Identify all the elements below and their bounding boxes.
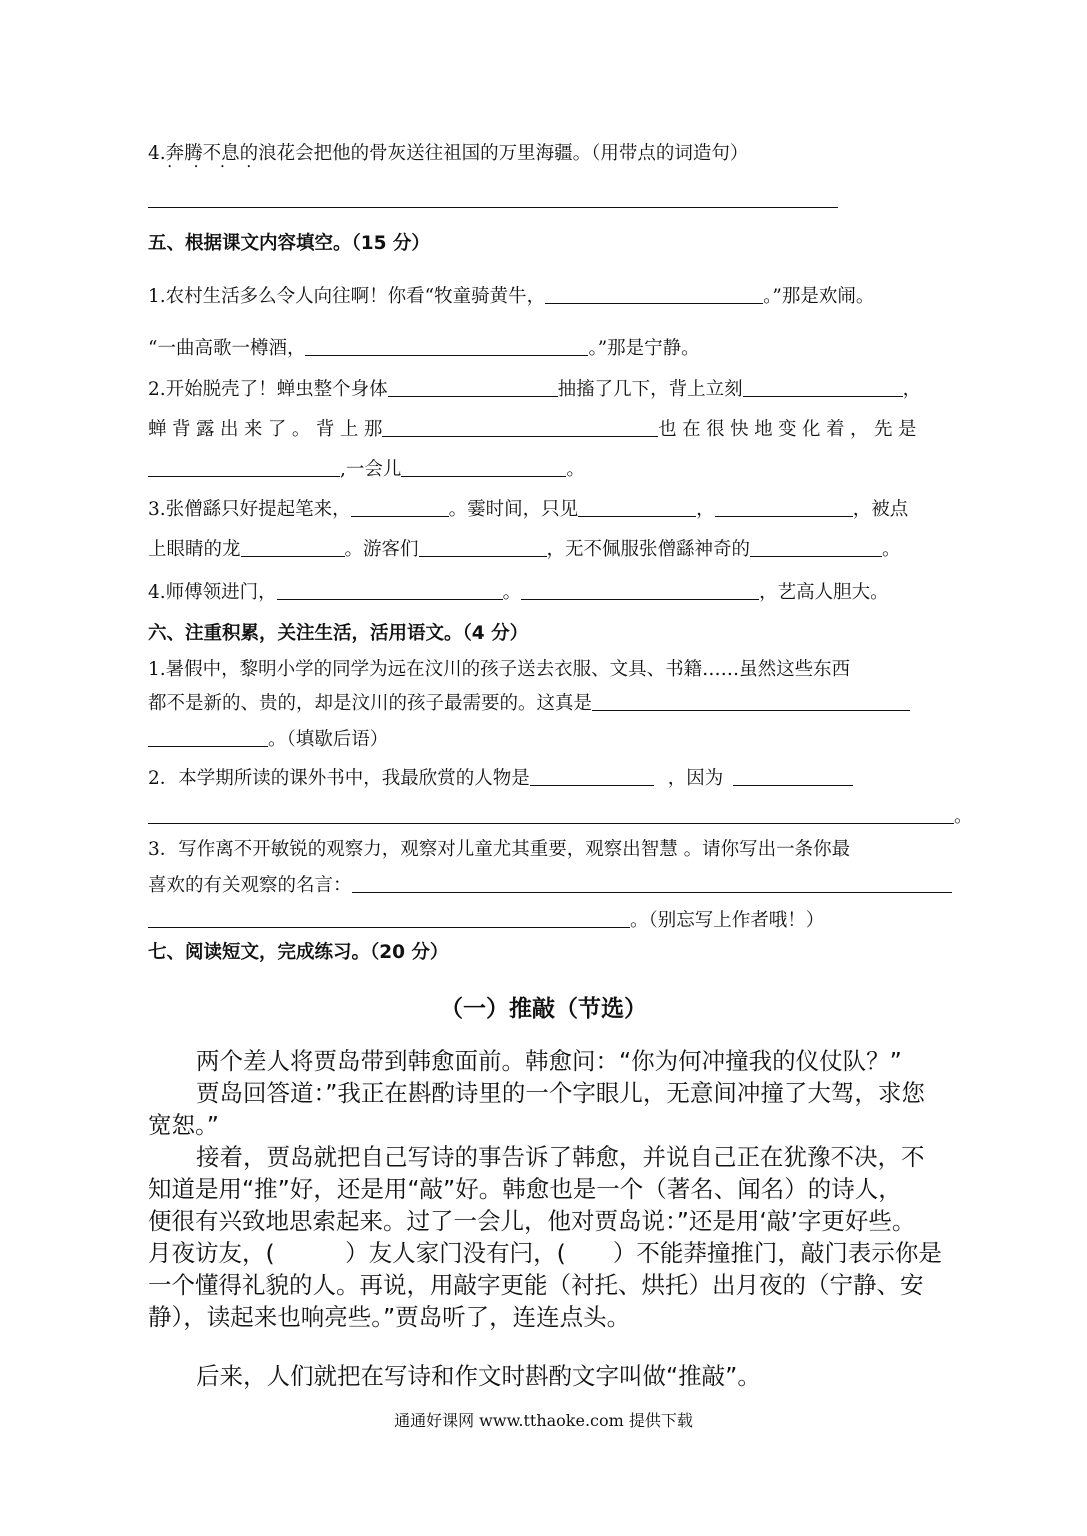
passage-line-9: 静），读起来也响亮些。”贾岛听了，连连点头。 [148, 1303, 631, 1331]
passage-line-3: 宽恕。” [148, 1111, 219, 1139]
answer-line[interactable] [148, 207, 838, 208]
fill-blank[interactable] [382, 416, 658, 437]
footer-text: 通通好课网 www.tthaoke.com 提供下载 [394, 1411, 693, 1430]
s6-line-6: 3．写作离不开敏锐的观察力，观察对儿童尤其重要，观察出智慧 。请你写出一条你最 [148, 839, 851, 860]
s6-line-4: 2．本学期所读的课外书中，我最欣赏的人物是 ，因为 [148, 765, 853, 792]
section-7-heading: 七、阅读短文，完成练习。（20 分） [148, 942, 449, 963]
fill-blank[interactable] [148, 456, 340, 477]
dotted-phrase: 奔腾不息 • • • • [166, 141, 240, 167]
s6-line-5: 。 [148, 803, 973, 830]
fill-blank[interactable] [148, 907, 630, 928]
question-4-4: 4.奔腾不息 • • • •的浪花会把他的骨灰送往祖国的万里海疆。（用带点的词造句） [148, 141, 748, 167]
fill-blank[interactable] [305, 335, 588, 356]
section-6-heading: 六、注重积累，关注生活，活用语文。（4 分） [148, 623, 529, 644]
passage-line-2: 贾岛回答道：”我正在斟酌诗里的一个字眼儿，无意间冲撞了大驾，求您 [196, 1079, 925, 1107]
s5-line-4: 蝉 背 露 出 来 了 。 背 上 那 也 在 很 快 地 变 化 着 ， 先 是 [148, 416, 916, 443]
passage-line-4: 接着，贾岛就把自己写诗的事告诉了韩愈，并说自己正在犹豫不决，不 [196, 1143, 925, 1171]
section-5-heading: 五、根据课文内容填空。（15 分） [148, 233, 430, 254]
s5-line-5: ,一会儿 。 [148, 456, 585, 483]
fill-blank[interactable] [743, 376, 903, 397]
fill-blank[interactable] [750, 536, 882, 557]
s5-line-6: 3.张僧繇只好提起笔来， 。霎时间，只见 ， ，被点 [148, 496, 908, 523]
s6-line-7: 喜欢的有关观察的名言： [148, 872, 952, 899]
passage-line-5: 知道是用“推”好，还是用“敲”好。韩愈也是一个（著名、闻名）的诗人， [148, 1175, 902, 1203]
s5-line-7: 上眼睛的龙 。游客们 ，无不佩服张僧繇神奇的 。 [148, 536, 901, 563]
fill-blank[interactable] [401, 456, 566, 477]
fill-blank[interactable] [148, 726, 268, 747]
fill-blank[interactable] [148, 803, 954, 824]
fill-blank[interactable] [277, 579, 503, 600]
s5-line-1: 1.农村生活多么令人向往啊！你看“牧童骑黄牛， 。”那是欢闹。 [148, 283, 874, 310]
s5-line-8: 4.师傅领进门， 。 ，艺高人胆大。 [148, 579, 889, 606]
s6-line-3: 。（填歇后语） [148, 726, 388, 753]
fill-blank[interactable] [545, 283, 763, 304]
fill-blank[interactable] [419, 536, 547, 557]
fill-blank[interactable] [715, 496, 853, 517]
passage-line-7: 月夜访友，( ）友人家门没有闩，( ）不能莽撞推门，敲门表示你是 [148, 1239, 942, 1267]
passage-line-6: 便很有兴致地思索起来。过了一会儿，他对贾岛说：”还是用‘敲’字更好些。 [148, 1207, 916, 1235]
passage-line-10: 后来，人们就把在写诗和作文时斟酌文字叫做“推敲”。 [196, 1362, 761, 1390]
fill-blank[interactable] [521, 579, 759, 600]
passage-line-1: 两个差人将贾岛带到韩愈面前。韩愈问：“你为何冲撞我的仪仗队？” [196, 1047, 902, 1075]
s6-line-8: 。（别忘写上作者哦！） [148, 907, 824, 934]
s5-line-3: 2.开始脱壳了！蝉虫整个身体 抽搐了几下，背上立刻 ， [148, 376, 921, 403]
fill-blank[interactable] [733, 765, 853, 786]
fill-blank[interactable] [352, 872, 952, 893]
fill-blank[interactable] [530, 765, 654, 786]
fill-blank[interactable] [351, 496, 449, 517]
fill-blank[interactable] [592, 690, 910, 711]
passage-line-8: 一个懂得礼貌的人。再说，用敲字更能（衬托、烘托）出月夜的（宁静、安 [148, 1271, 924, 1299]
s6-line-1: 1.暑假中，黎明小学的同学为远在汶川的孩子送去衣服、文具、书籍……虽然这些东西 [148, 659, 851, 680]
passage-title: （一）推敲（节选） [440, 996, 647, 1022]
s6-line-2: 都不是新的、贵的，却是汶川的孩子最需要的。这真是 [148, 690, 910, 717]
fill-blank[interactable] [241, 536, 345, 557]
s5-line-2: “一曲高歌一樽酒， 。”那是宁静。 [148, 335, 700, 362]
fill-blank[interactable] [578, 496, 696, 517]
fill-blank[interactable] [388, 376, 558, 397]
